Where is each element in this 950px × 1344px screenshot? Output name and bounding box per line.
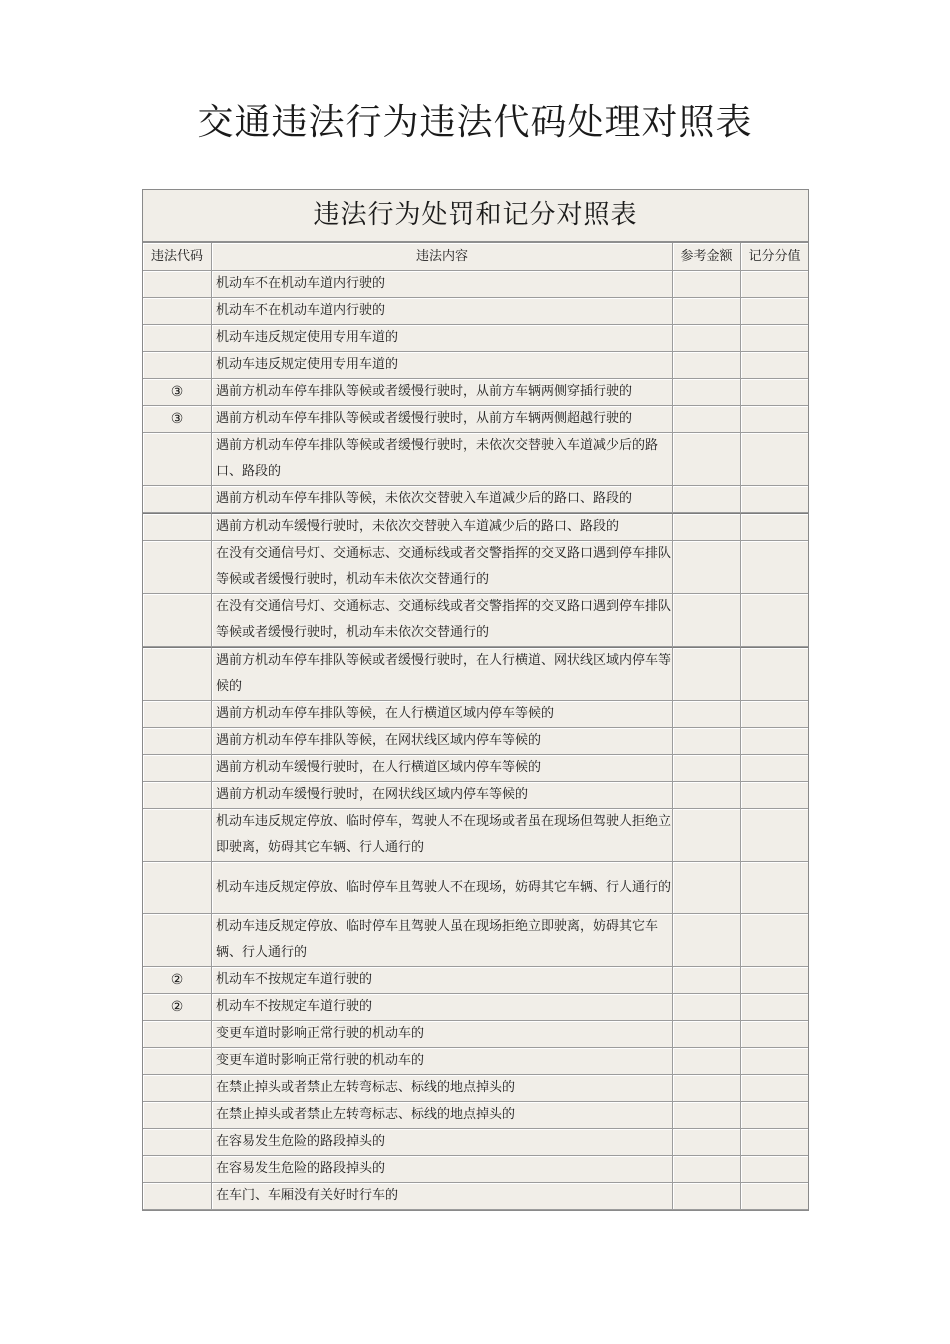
cell-code — [143, 325, 212, 352]
cell-code — [143, 1021, 212, 1048]
cell-points — [741, 914, 808, 967]
cell-content: 遇前方机动车停车排队等候或者缓慢行驶时，从前方车辆两侧穿插行驶的 — [212, 379, 673, 406]
table-header-row — [143, 243, 808, 271]
header-points: 记分分值 — [741, 243, 808, 271]
cell-content: 机动车不在机动车道内行驶的 — [212, 298, 673, 325]
cell-fine — [673, 298, 741, 325]
cell-content: 遇前方机动车停车排队等候，在网状线区域内停车等候的 — [212, 728, 673, 755]
table-row — [143, 541, 808, 594]
cell-fine — [673, 701, 741, 728]
cell-points — [741, 1129, 808, 1156]
penalty-table — [143, 243, 808, 1210]
cell-points — [741, 1075, 808, 1102]
cell-content: 在禁止掉头或者禁止左转弯标志、标线的地点掉头的 — [212, 1102, 673, 1129]
table-row — [143, 513, 808, 541]
table-row — [143, 594, 808, 647]
cell-points — [741, 1102, 808, 1129]
cell-code — [143, 1183, 212, 1210]
cell-content: 在禁止掉头或者禁止左转弯标志、标线的地点掉头的 — [212, 1075, 673, 1102]
cell-code — [143, 647, 212, 701]
cell-content: 在容易发生危险的路段掉头的 — [212, 1156, 673, 1183]
cell-points — [741, 994, 808, 1021]
header-content: 违法内容 — [212, 243, 673, 271]
table-row — [143, 647, 808, 701]
table-row — [143, 728, 808, 755]
cell-code: ② — [143, 994, 212, 1021]
cell-points — [741, 433, 808, 486]
table-row — [143, 967, 808, 994]
table-row — [143, 994, 808, 1021]
table-row — [143, 1102, 808, 1129]
cell-points — [741, 1156, 808, 1183]
cell-fine — [673, 1129, 741, 1156]
cell-code — [143, 594, 212, 647]
cell-points — [741, 701, 808, 728]
table-row — [143, 1183, 808, 1210]
cell-fine — [673, 406, 741, 433]
cell-points — [741, 755, 808, 782]
cell-points — [741, 782, 808, 809]
cell-content: 机动车不按规定车道行驶的 — [212, 994, 673, 1021]
cell-code — [143, 914, 212, 967]
cell-points — [741, 967, 808, 994]
cell-points — [741, 728, 808, 755]
table-row — [143, 1048, 808, 1075]
cell-fine — [673, 379, 741, 406]
cell-code: ③ — [143, 379, 212, 406]
cell-code — [143, 541, 212, 594]
cell-content: 机动车不按规定车道行驶的 — [212, 967, 673, 994]
table-row — [143, 862, 808, 914]
cell-code — [143, 809, 212, 862]
cell-code — [143, 701, 212, 728]
cell-fine — [673, 862, 741, 914]
cell-points — [741, 513, 808, 541]
cell-fine — [673, 1183, 741, 1210]
cell-points — [741, 325, 808, 352]
cell-content: 机动车不在机动车道内行驶的 — [212, 271, 673, 298]
cell-points — [741, 298, 808, 325]
table-row — [143, 352, 808, 379]
cell-content: 机动车违反规定停放、临时停车，驾驶人不在现场或者虽在现场但驾驶人拒绝立即驶离，妨碍其它车辆、行人通行的 — [212, 809, 673, 862]
cell-fine — [673, 914, 741, 967]
cell-code: ② — [143, 967, 212, 994]
cell-content: 遇前方机动车缓慢行驶时，在网状线区域内停车等候的 — [212, 782, 673, 809]
cell-content: 在车门、车厢没有关好时行车的 — [212, 1183, 673, 1210]
cell-content: 机动车违反规定使用专用车道的 — [212, 325, 673, 352]
cell-code — [143, 486, 212, 513]
table-row — [143, 1129, 808, 1156]
table-title: 违法行为处罚和记分对照表 — [143, 190, 808, 243]
cell-points — [741, 352, 808, 379]
cell-code — [143, 433, 212, 486]
cell-points — [741, 486, 808, 513]
cell-fine — [673, 325, 741, 352]
table-row — [143, 809, 808, 862]
table-row — [143, 701, 808, 728]
cell-content: 在没有交通信号灯、交通标志、交通标线或者交警指挥的交叉路口遇到停车排队等候或者缓慢行驶时，机动车未依次交替通行的 — [212, 541, 673, 594]
cell-code: ③ — [143, 406, 212, 433]
cell-fine — [673, 994, 741, 1021]
cell-fine — [673, 352, 741, 379]
cell-content: 遇前方机动车停车排队等候或者缓慢行驶时，从前方车辆两侧超越行驶的 — [212, 406, 673, 433]
cell-fine — [673, 647, 741, 701]
cell-content: 遇前方机动车停车排队等候或者缓慢行驶时，未依次交替驶入车道减少后的路口、路段的 — [212, 433, 673, 486]
cell-fine — [673, 541, 741, 594]
cell-code — [143, 728, 212, 755]
cell-fine — [673, 486, 741, 513]
table-row — [143, 755, 808, 782]
cell-content: 遇前方机动车停车排队等候，在人行横道区域内停车等候的 — [212, 701, 673, 728]
cell-content: 在没有交通信号灯、交通标志、交通标线或者交警指挥的交叉路口遇到停车排队等候或者缓慢行驶时，机动车未依次交替通行的 — [212, 594, 673, 647]
cell-fine — [673, 433, 741, 486]
table-row — [143, 325, 808, 352]
cell-fine — [673, 1048, 741, 1075]
cell-fine — [673, 809, 741, 862]
cell-content: 机动车违反规定停放、临时停车且驾驶人不在现场，妨碍其它车辆、行人通行的 — [212, 862, 673, 914]
table-row — [143, 486, 808, 513]
cell-fine — [673, 1021, 741, 1048]
cell-code — [143, 782, 212, 809]
table-row — [143, 433, 808, 486]
cell-code — [143, 1075, 212, 1102]
table-row — [143, 782, 808, 809]
cell-content: 遇前方机动车停车排队等候或者缓慢行驶时，在人行横道、网状线区域内停车等候的 — [212, 647, 673, 701]
penalty-table-container — [142, 189, 809, 1211]
document-title: 交通违法行为违法代码处理对照表 — [197, 102, 753, 143]
cell-points — [741, 541, 808, 594]
cell-fine — [673, 1075, 741, 1102]
cell-code — [143, 1048, 212, 1075]
cell-points — [741, 379, 808, 406]
cell-points — [741, 271, 808, 298]
table-row — [143, 1075, 808, 1102]
header-code: 违法代码 — [143, 243, 212, 271]
cell-points — [741, 1048, 808, 1075]
cell-fine — [673, 782, 741, 809]
cell-points — [741, 1183, 808, 1210]
cell-code — [143, 1156, 212, 1183]
table-row — [143, 406, 808, 433]
cell-content: 机动车违反规定停放、临时停车且驾驶人虽在现场拒绝立即驶离，妨碍其它车辆、行人通行的 — [212, 914, 673, 967]
cell-points — [741, 1021, 808, 1048]
cell-fine — [673, 1156, 741, 1183]
cell-content: 机动车违反规定使用专用车道的 — [212, 352, 673, 379]
cell-code — [143, 298, 212, 325]
cell-points — [741, 647, 808, 701]
cell-content: 遇前方机动车停车排队等候，未依次交替驶入车道减少后的路口、路段的 — [212, 486, 673, 513]
cell-fine — [673, 755, 741, 782]
cell-content: 变更车道时影响正常行驶的机动车的 — [212, 1021, 673, 1048]
cell-code — [143, 755, 212, 782]
cell-fine — [673, 513, 741, 541]
cell-fine — [673, 967, 741, 994]
cell-fine — [673, 1102, 741, 1129]
cell-content: 遇前方机动车缓慢行驶时，在人行横道区域内停车等候的 — [212, 755, 673, 782]
table-row — [143, 1156, 808, 1183]
cell-code — [143, 862, 212, 914]
cell-code — [143, 1102, 212, 1129]
cell-code — [143, 352, 212, 379]
cell-content: 变更车道时影响正常行驶的机动车的 — [212, 1048, 673, 1075]
table-row — [143, 298, 808, 325]
table-row — [143, 271, 808, 298]
table-row — [143, 1021, 808, 1048]
cell-points — [741, 862, 808, 914]
cell-fine — [673, 271, 741, 298]
cell-points — [741, 594, 808, 647]
cell-content: 在容易发生危险的路段掉头的 — [212, 1129, 673, 1156]
cell-code — [143, 271, 212, 298]
header-fine: 参考金额 — [673, 243, 741, 271]
cell-points — [741, 406, 808, 433]
cell-points — [741, 809, 808, 862]
cell-code — [143, 1129, 212, 1156]
cell-code — [143, 513, 212, 541]
table-row — [143, 379, 808, 406]
cell-fine — [673, 728, 741, 755]
cell-fine — [673, 594, 741, 647]
table-row — [143, 914, 808, 967]
cell-content: 遇前方机动车缓慢行驶时，未依次交替驶入车道减少后的路口、路段的 — [212, 513, 673, 541]
